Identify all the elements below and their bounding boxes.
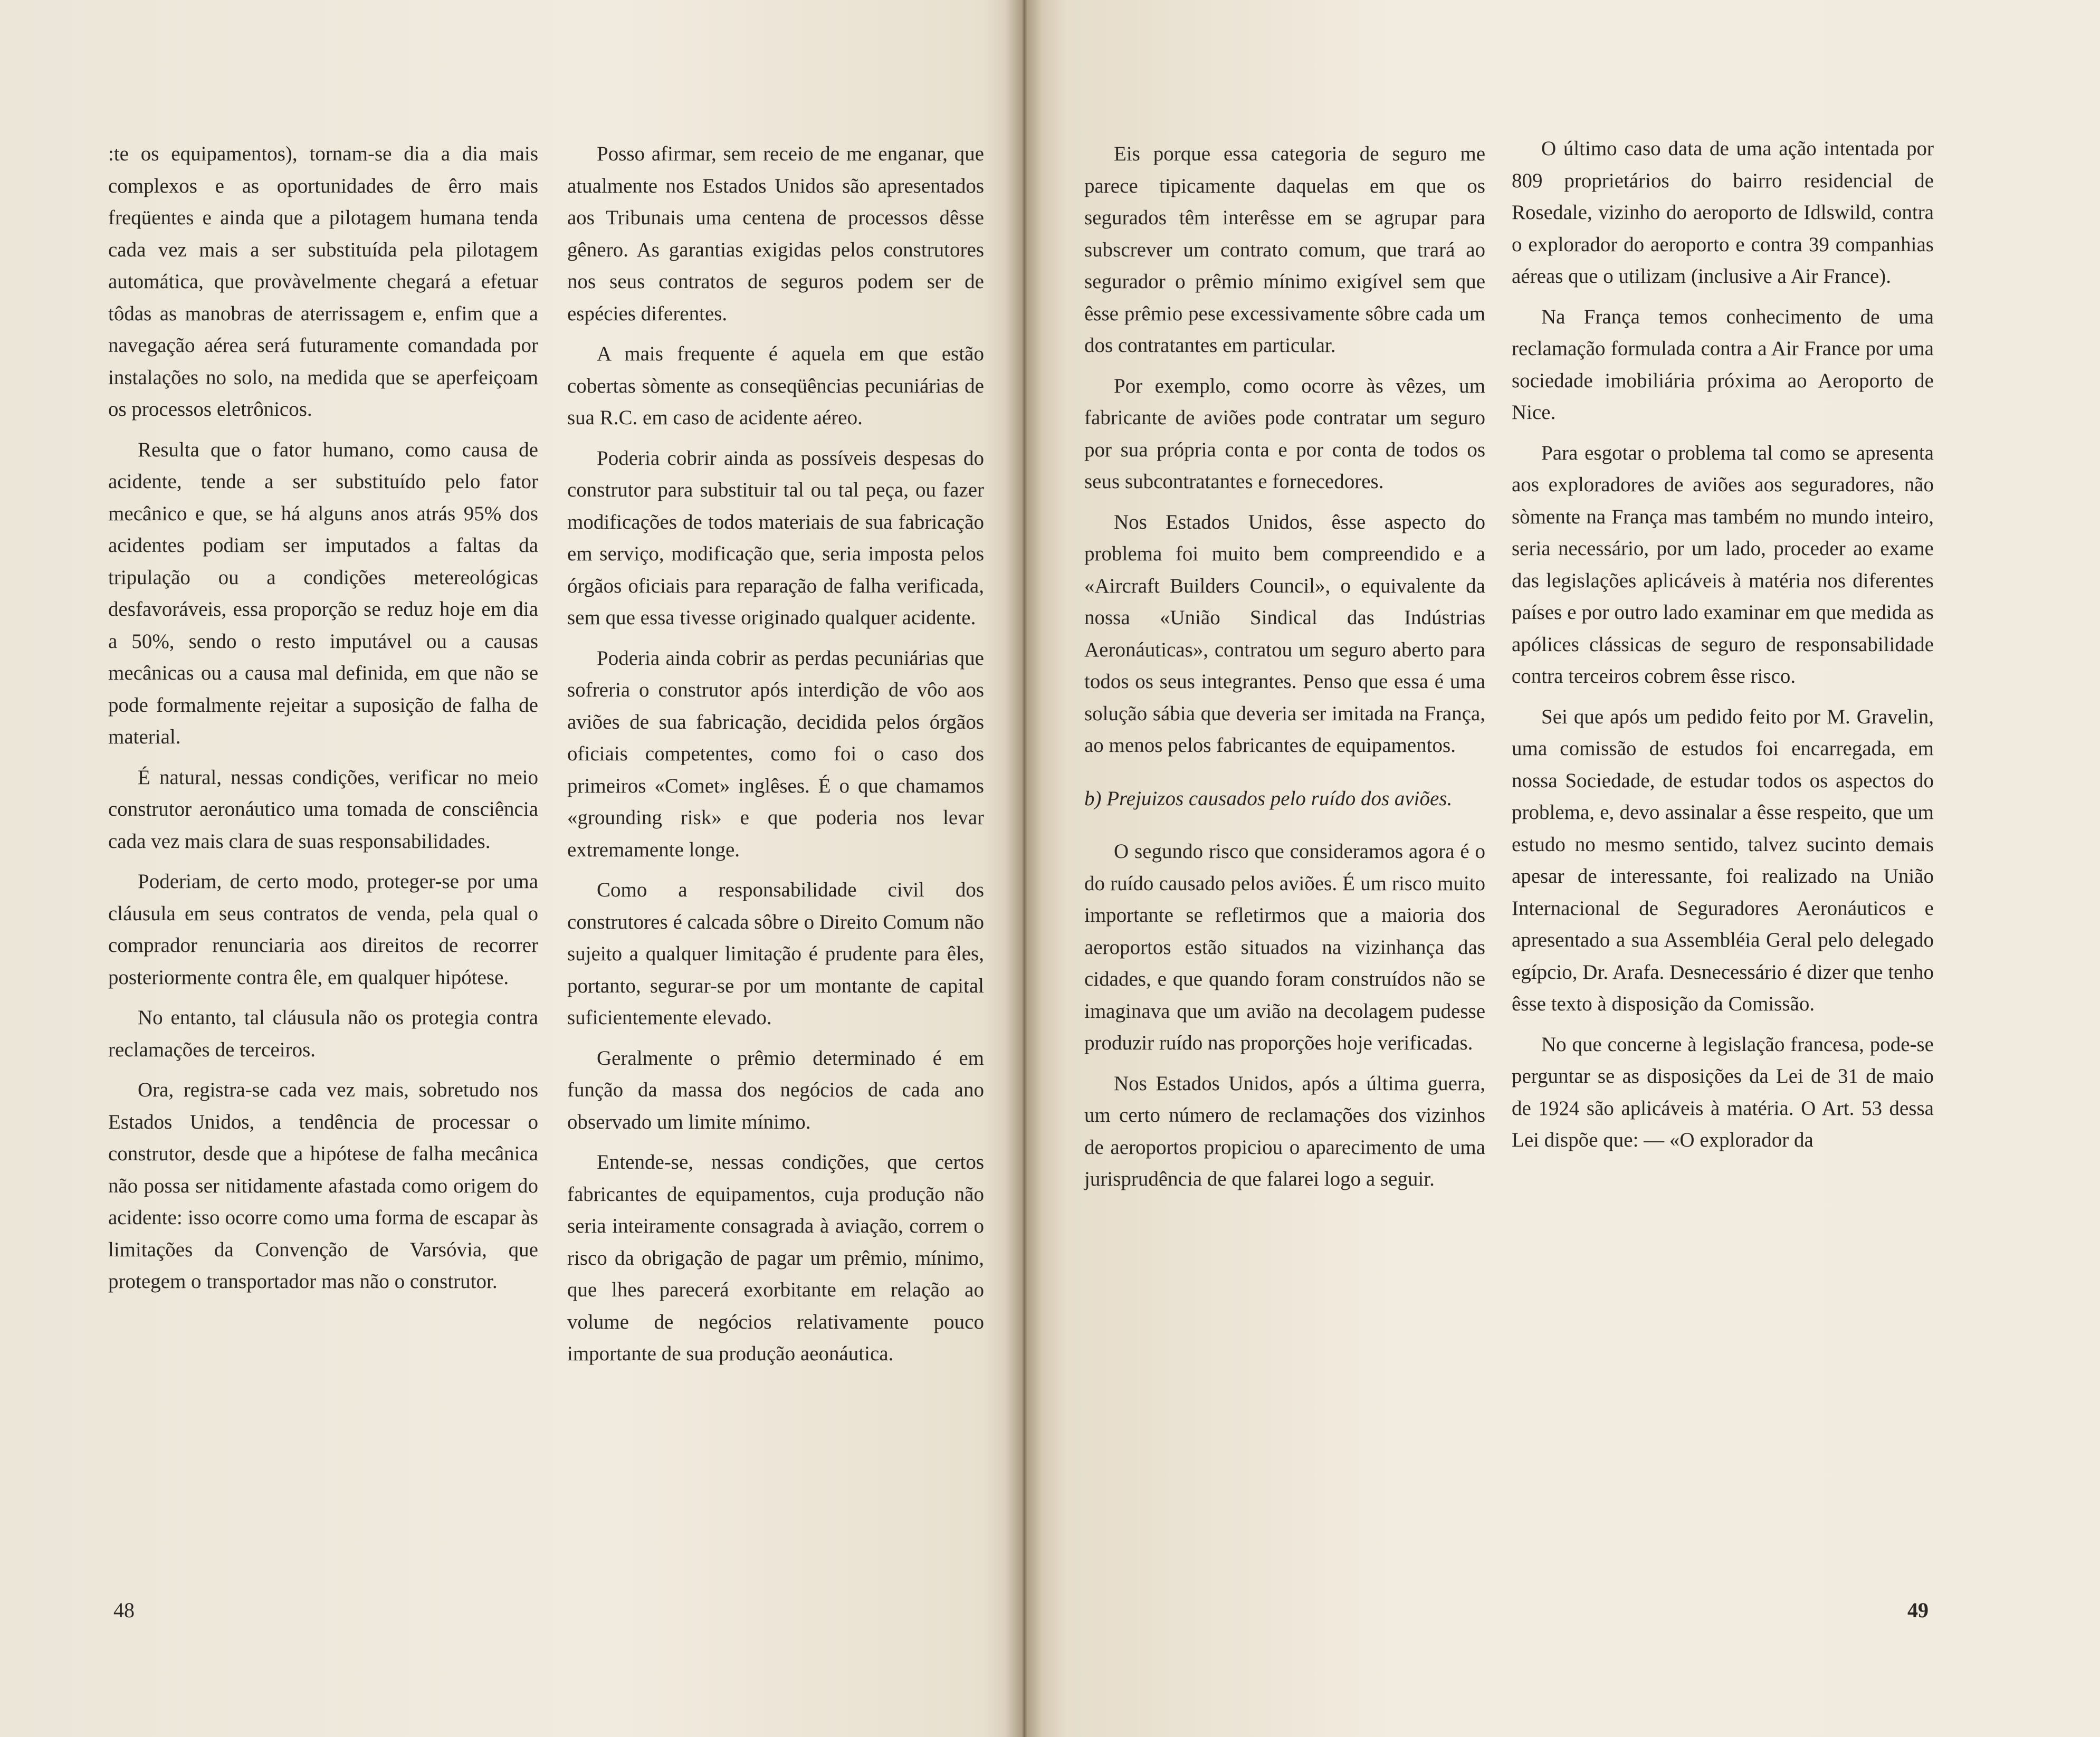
right-page-column-1 bbox=[1084, 138, 1485, 1204]
paragraph: Sei que após um pedido feito por M. Gravelin, uma comissão de estudos foi encarregada, em nossa Sociedade, de estudar todos os aspectos do problema, e, devo assinalar a êsse respeito, que um estudo no mesmo sentido, talvez sucinto demais apesar de interessante, foi realizado na União Internacional de Seguradores Aeronáuticos e apresentado a sua Assembléia Geral pelo delegado egípcio, Dr. Arafa. Desnecessário é dizer que tenho êsse texto à disposição da Comissão. bbox=[1512, 705, 1934, 1015]
paragraph: Entende-se, nessas condições, que certos fabricantes de equipamentos, cuja produção não seria inteiramente consagrada à aviação, correm o risco da obrigação de pagar um prêmio, mínimo, que lhes parecerá exorbitante em relação ao volume de negócios relativamente pouco importante de sua produção aeonáutica. bbox=[567, 1151, 984, 1365]
left-page-column-1 bbox=[108, 138, 538, 1306]
paragraph: Poderiam, de certo modo, proteger-se por uma cláusula em seus contratos de venda, pela qual o comprador renunciaria aos direitos de recorrer posteriormente contra êle, em qualquer hipótese. bbox=[108, 870, 538, 989]
paragraph: No entanto, tal cláusula não os protegia contra reclamações de terceiros. bbox=[108, 1006, 538, 1061]
book-gutter bbox=[1005, 0, 1042, 1737]
paragraph: Por exemplo, como ocorre às vêzes, um fabricante de aviões pode contratar um seguro por sua própria conta e por conta de todos os seus subcontratantes e fornecedores. bbox=[1084, 374, 1485, 493]
paragraph: Eis porque essa categoria de seguro me parece tipicamente daquelas em que os segurados têm interêsse em se agrupar para subscrever um contrato comum, que trará ao segurador o prêmio mínimo exigível sem que êsse prêmio pese excessivamente sôbre cada um dos contratantes em particular. bbox=[1084, 142, 1485, 357]
paragraph: Poderia ainda cobrir as perdas pecuniárias que sofreria o construtor após interdição de vôo aos aviões de sua fabricação, decidida pelos órgãos oficiais competentes, como foi o caso dos primeiros «Comet» inglêses. É o que chamamos «grounding risk» e que poderia nos levar extremamente longe. bbox=[567, 646, 984, 861]
paragraph: Posso afirmar, sem receio de me enganar, que atualmente nos Estados Unidos são apresentados aos Tribunais uma centena de processos dêsse gênero. As garantias exigidas pelos construtores nos seus contratos de seguros podem ser de espécies diferentes. bbox=[567, 142, 984, 325]
paragraph: Como a responsabilidade civil dos construtores é calcada sôbre o Direito Comum não sujeito a qualquer limitação é prudente para êles, portanto, segurar-se por um montante de capital suficientemente elevado. bbox=[567, 879, 984, 1029]
paragraph: Geralmente o prêmio determinado é em função da massa dos negócios de cada ano observado um limite mínimo. bbox=[567, 1046, 984, 1133]
page-number-left: 48 bbox=[113, 1598, 135, 1622]
paragraph: Nos Estados Unidos, após a última guerra, um certo número de reclamações dos vizinhos de aeroportos propiciou o aparecimento de uma jurisprudência de que falarei logo a seguir. bbox=[1084, 1072, 1485, 1190]
paragraph: Na França temos conhecimento de uma reclamação formulada contra a Air France por uma sociedade imobiliária próxima ao Aeroporto de Nice. bbox=[1512, 305, 1934, 424]
paragraph: Ora, registra-se cada vez mais, sobretudo nos Estados Unidos, a tendência de processar o construtor, desde que a hipótese de falha mecânica não possa ser nitidamente afastada como origem do acidente: isso ocorre como uma forma de escapar às limitações da Convenção de Varsóvia, que protegem o transportador mas não o construtor. bbox=[108, 1079, 538, 1293]
right-page-column-2 bbox=[1512, 133, 1934, 1165]
page-number-right: 49 bbox=[1907, 1598, 1929, 1622]
paragraph: O segundo risco que consideramos agora é o do ruído causado pelos aviões. É um risco muito importante se refletirmos que a maioria dos aeroportos estão situados na vizinhança das cidades, e que quando foram construídos não se imaginava que um avião na decolagem pudesse produzir ruído nas proporções hoje verificadas. bbox=[1084, 840, 1485, 1054]
paragraph: Nos Estados Unidos, êsse aspecto do problema foi muito bem compreendido e a «Aircraft Builders Council», o equivalente da nossa «União Sindical das Indústrias Aeronáuticas», contratou um seguro aberto para todos os seus integrantes. Penso que essa é uma solução sábia que deveria ser imitada na França, ao menos pelos fabricantes de equipamentos. bbox=[1084, 510, 1485, 757]
paragraph: Para esgotar o problema tal como se apresenta aos exploradores de aviões aos seguradores, não sòmente na França mas também no mundo inteiro, seria necessário, por um lado, proceder ao exame das legislações aplicáveis à matéria nos diferentes países e por outro lado examinar em que medida as apólices clássicas de seguro de responsabilidade contra terceiros cobrem êsse risco. bbox=[1512, 441, 1934, 688]
paragraph: Resulta que o fator humano, como causa de acidente, tende a ser substituído pelo fator mecânico e que, se há alguns anos atrás 95% dos acidentes podiam ser imputados a faltas da tripulação ou a condições metereológicas desfavoráveis, essa proporção se reduz hoje em dia a 50%, sendo o resto imputável ou a causas mecânicas ou a causa mal definida, em que não se pode formalmente rejeitar a suposição de falha de material. bbox=[108, 438, 538, 748]
paragraph: É natural, nessas condições, verificar no meio construtor aeronáutico uma tomada de consciência cada vez mais clara de suas responsabilidades. bbox=[108, 766, 538, 853]
paragraph: :te os equipamentos), tornam-se dia a dia mais complexos e as oportunidades de êrro mais freqüentes e ainda que a pilotagem humana tenda cada vez mais a ser substituída pela pilotagem automática, que provàvelmente chegará a efetuar tôdas as manobras de aterrissagem e, enfim que a navegação aérea será futuramente comandada por instalações no solo, na medida que se aperfeiçoam os processos eletrônicos. bbox=[108, 142, 538, 421]
paragraph: Poderia cobrir ainda as possíveis despesas do construtor para substituir tal ou tal peça, ou fazer modificações de todos materiais de sua fabricação em serviço, modificação que, seria imposta pelos órgãos oficiais para reparação de falha verificada, sem que essa tivesse originado qualquer acidente. bbox=[567, 446, 984, 629]
paragraph: A mais frequente é aquela em que estão cobertas sòmente as conseqüências pecuniárias de sua R.C. em caso de acidente aéreo. bbox=[567, 342, 984, 429]
section-subheading: b) Prejuizos causados pelo ruído dos aviões. bbox=[1084, 787, 1453, 810]
paragraph: O último caso data de uma ação intentada por 809 proprietários do bairro residencial de Rosedale, vizinho do aeroporto de Idlswild, contra o explorador do aeroporto e contra 39 companhias aéreas que o utilizam (inclusive a Air France). bbox=[1512, 137, 1934, 288]
left-page-column-2 bbox=[567, 138, 984, 1379]
paragraph: No que concerne à legislação francesa, pode-se perguntar se as disposições da Lei de 31 de maio de 1924 são aplicáveis à matéria. O Art. 53 dessa Lei dispõe que: — «O explorador da bbox=[1512, 1033, 1934, 1151]
